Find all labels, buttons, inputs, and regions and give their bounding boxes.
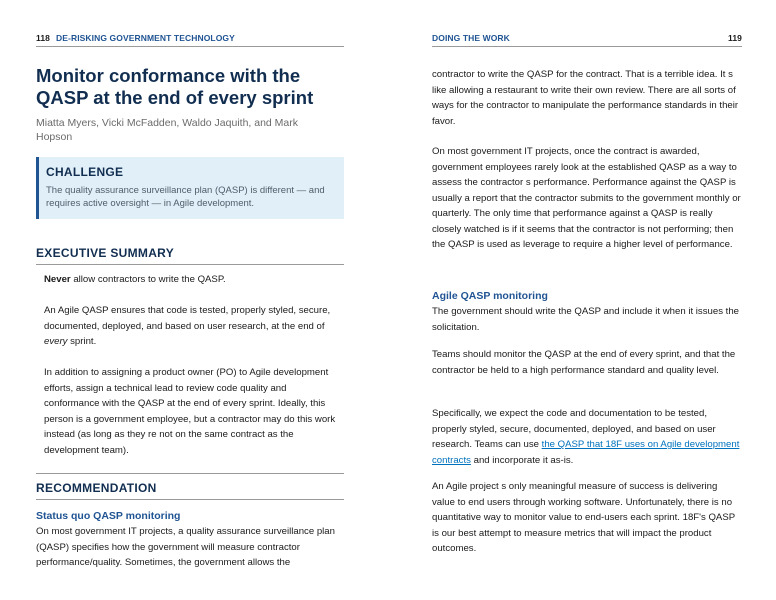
challenge-heading: CHALLENGE bbox=[46, 165, 124, 179]
summary-never: Never bbox=[44, 274, 71, 285]
header-divider-left bbox=[36, 46, 344, 47]
page-number-right: 119 bbox=[727, 33, 742, 43]
status-quo-subheading: Status quo QASP monitoring bbox=[36, 510, 181, 522]
right-page bbox=[388, 0, 776, 600]
running-head-left bbox=[36, 33, 344, 43]
chapter-title: Monitor conformance with the QASP at the end of every sprint bbox=[36, 65, 314, 108]
running-head-title-right: DOING THE WORK bbox=[432, 33, 510, 43]
summary-p2-text-a: An Agile QASP ensures that code is tested, properly styled, secure, documented, deployed, and based on user research, at the end of bbox=[44, 305, 331, 332]
right-p5-text-b: and incorporate it as-is. bbox=[470, 454, 574, 466]
right-paragraph-4: Teams should monitor the QASP at the end of every sprint, and that the contractor be held to a high performance standard and quality level. bbox=[432, 349, 736, 376]
right-p5-text-a: Specifically, we expect the code and documentation to be tested, properly styled, secure, documented, deployed, and based on user research. Teams can use bbox=[432, 408, 716, 450]
recommendation-paragraph: On most government IT projects, a quality assurance surveillance plan (QASP) specifies how the government will measure contractor performance/quality. Sometimes, the government allows the bbox=[36, 526, 335, 568]
executive-summary-heading: EXECUTIVE SUMMARY bbox=[36, 246, 175, 260]
summary-paragraph-1 bbox=[44, 272, 344, 288]
summary-paragraph-2 bbox=[44, 303, 344, 350]
summary-p2-every: every bbox=[44, 336, 68, 347]
right-paragraph-1: contractor to write the QASP for the contract. That is a terrible idea. It s like allowing a restaurant to write their own review. There are all sorts of ways for the contractor to manipulate the performance standards in their favor. bbox=[432, 69, 739, 127]
summary-paragraph-3: In addition to assigning a product owner (PO) to Agile development efforts, assign a technical lead to review code quality and conformance with the QASP at the end of every sprint. Ideally, this person is a government employee, but a contractor may do this work instead (as long as they re not on the same contract as the development team). bbox=[44, 367, 336, 456]
challenge-text: The quality assurance surveillance plan (QASP) is different — and requires active oversight — in Agile development. bbox=[46, 185, 325, 209]
authors: Miatta Myers, Vicki McFadden, Waldo Jaquith, and Mark Hopson bbox=[36, 117, 299, 143]
header-divider-right bbox=[432, 46, 742, 47]
right-paragraph-6: An Agile project s only meaningful measure of success is delivering value to end users through working software. Unfortunately, there is no quantitative way to monitor value to end-users each sprint. 18F's QASP is our best attempt to measure metrics that will impact the product outcomes. bbox=[432, 481, 735, 554]
challenge-callout bbox=[36, 157, 344, 219]
qasp-18f-link[interactable]: the QASP that 18F uses on Agile development contracts bbox=[432, 439, 740, 466]
right-paragraph-3: The government should write the QASP and include it when it issues the solicitation. bbox=[432, 306, 739, 333]
recommendation-heading: RECOMMENDATION bbox=[36, 481, 157, 495]
recommendation-top-divider bbox=[36, 473, 344, 474]
running-head-title-left: DE-RISKING GOVERNMENT TECHNOLOGY bbox=[56, 33, 235, 43]
page-number-left: 118 bbox=[36, 33, 51, 43]
executive-summary-divider bbox=[36, 264, 344, 265]
agile-qasp-subheading: Agile QASP monitoring bbox=[432, 290, 548, 302]
recommendation-divider bbox=[36, 499, 344, 500]
summary-p2-text-b: sprint. bbox=[67, 336, 97, 347]
right-paragraph-5 bbox=[432, 406, 742, 468]
summary-p1-text: allow contractors to write the QASP. bbox=[70, 274, 226, 285]
right-paragraph-2: On most government IT projects, once the contract is awarded, government employees rarely look at the established QASP as a way to assess the contractor s performance. Performance against the QASP is usually a report that the contractor submits to the government monthly or quarterly. The only time that performance against a QASP is really closely watched is if it seems that the contractor is not performing; then the QASP is used as leverage to require a higher level of performance. bbox=[432, 146, 741, 250]
running-head-right bbox=[432, 33, 742, 43]
